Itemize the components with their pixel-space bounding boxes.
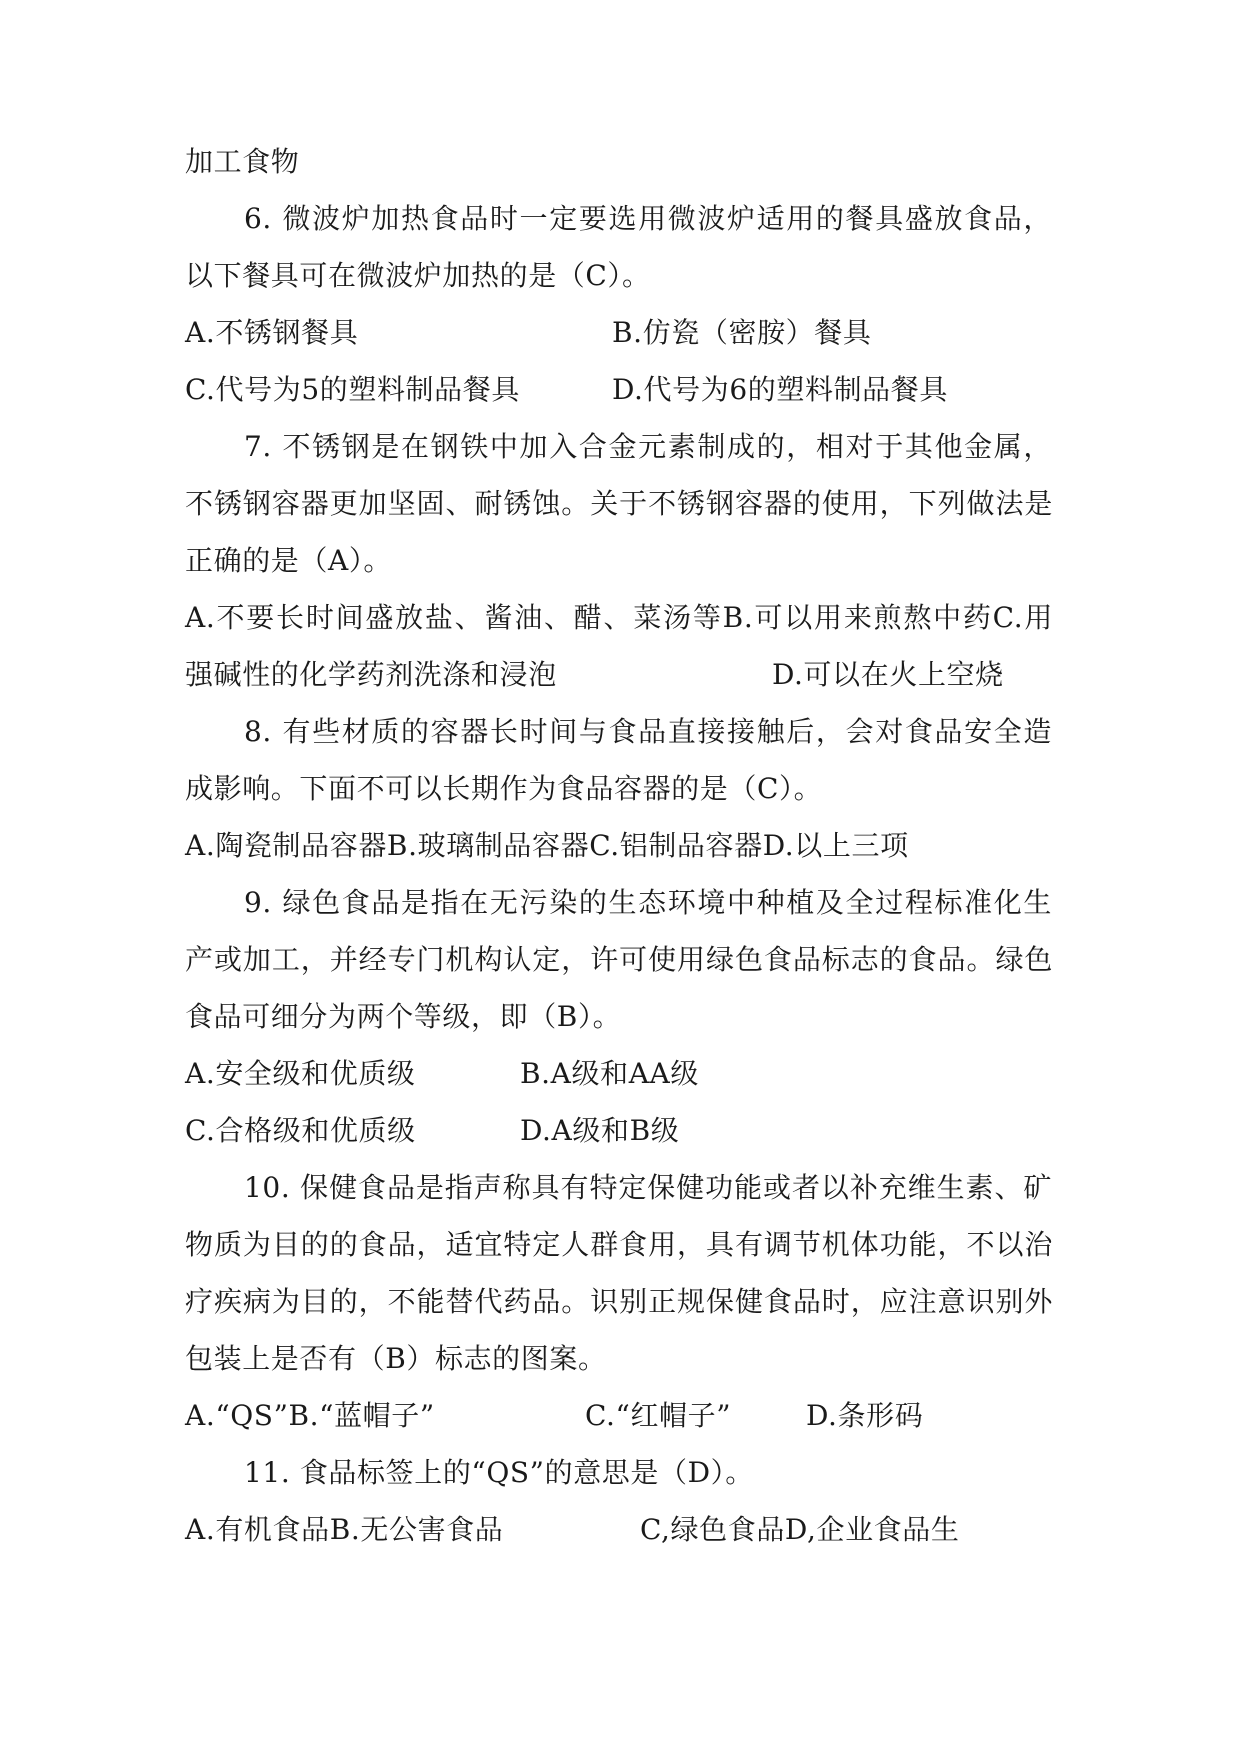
text-line: 成影响。下面不可以长期作为食品容器的是（C）。 bbox=[185, 772, 823, 805]
option-b: B.A级和AA级 bbox=[520, 1057, 699, 1090]
text-line: 正确的是（A）。 bbox=[185, 544, 393, 577]
option-c: C.合格级和优质级 bbox=[185, 1114, 416, 1147]
text-line: 疗疾病为目的，不能替代药品。识别正规保健食品时，应注意识别外 bbox=[185, 1285, 1053, 1318]
options-line: A.不要长时间盛放盐、酱油、醋、菜汤等B.可以用来煎熬中药C.用 bbox=[185, 601, 1053, 634]
question-8-line: 8. 有些材质的容器长时间与食品直接接触后，会对食品安全造 bbox=[244, 715, 1052, 748]
question-7-line: 7. 不锈钢是在钢铁中加入合金元素制成的，相对于其他金属， bbox=[244, 430, 1052, 463]
text-line: 以下餐具可在微波炉加热的是（C）。 bbox=[185, 259, 651, 292]
options-c-d: C,绿色食品D,企业食品生 bbox=[640, 1513, 960, 1546]
options-line: A.陶瓷制品容器B.玻璃制品容器C.铝制品容器D.以上三项 bbox=[185, 829, 909, 862]
text-line: 强碱性的化学药剂洗涤和浸泡 bbox=[185, 658, 557, 691]
text-line: 物质为目的的食品，适宜特定人群食用，具有调节机体功能，不以治 bbox=[185, 1228, 1053, 1261]
text-line: 不锈钢容器更加坚固、耐锈蚀。关于不锈钢容器的使用，下列做法是 bbox=[185, 487, 1053, 520]
option-d: D.可以在火上空烧 bbox=[772, 658, 1004, 691]
option-d: D.A级和B级 bbox=[520, 1114, 680, 1147]
text-line: 产或加工，并经专门机构认定，许可使用绿色食品标志的食品。绿色 bbox=[185, 943, 1053, 976]
question-10-line: 10. 保健食品是指声称具有特定保健功能或者以补充维生素、矿 bbox=[244, 1171, 1052, 1204]
option-a: A.不锈钢餐具 bbox=[185, 316, 359, 349]
options-a-b: A.有机食品B.无公害食品 bbox=[185, 1513, 504, 1546]
text-line: 包装上是否有（B）标志的图案。 bbox=[185, 1342, 607, 1375]
option-c: C.“红帽子” bbox=[585, 1399, 732, 1432]
question-6-line: 6. 微波炉加热食品时一定要选用微波炉适用的餐具盛放食品， bbox=[244, 202, 1052, 235]
option-d: D.条形码 bbox=[806, 1399, 924, 1432]
option-b: B.仿瓷（密胺）餐具 bbox=[612, 316, 872, 349]
text-line: 食品可细分为两个等级，即（B）。 bbox=[185, 1000, 622, 1033]
option-c: C.代号为5的塑料制品餐具 bbox=[185, 373, 520, 406]
question-9-line: 9. 绿色食品是指在无污染的生态环境中种植及全过程标准化生 bbox=[244, 886, 1052, 919]
option-d: D.代号为6的塑料制品餐具 bbox=[612, 373, 948, 406]
option-a: A.安全级和优质级 bbox=[185, 1057, 416, 1090]
question-11-line: 11. 食品标签上的“QS”的意思是（D）。 bbox=[244, 1456, 754, 1489]
text-line: 加工食物 bbox=[185, 145, 300, 178]
options-a-b: A.“QS”B.“蓝帽子” bbox=[185, 1399, 435, 1432]
